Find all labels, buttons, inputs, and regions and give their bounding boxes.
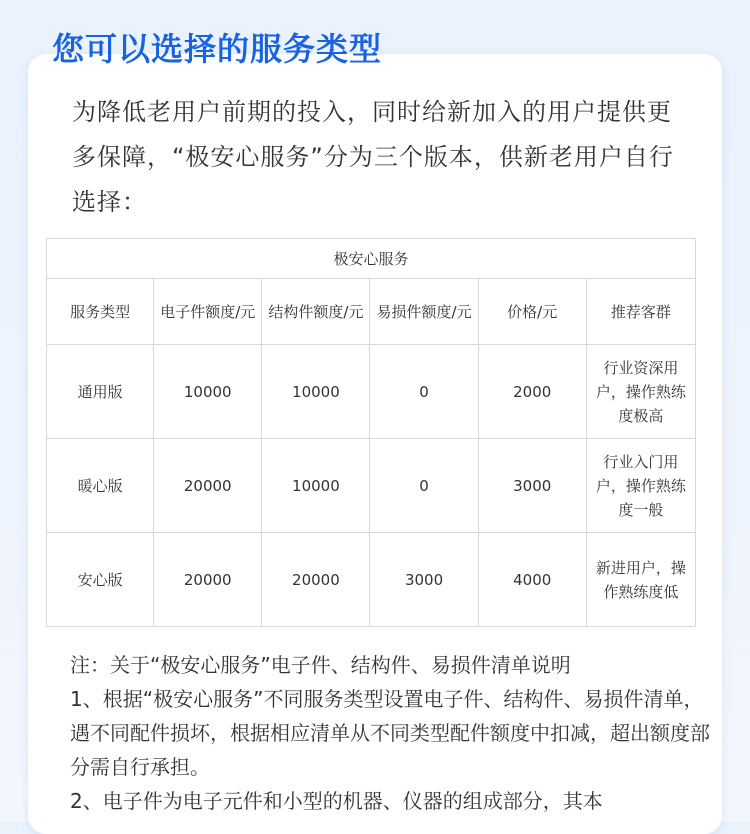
notes-section [70, 648, 710, 818]
cell-tier: 通用版 [47, 345, 154, 439]
header-audience: 推荐客群 [586, 279, 695, 345]
cell-wearable: 3000 [370, 533, 478, 627]
table-header-row [47, 279, 696, 345]
header-structural-quota: 结构件额度/元 [262, 279, 370, 345]
cell-price: 3000 [478, 439, 586, 533]
table-row [47, 439, 696, 533]
cell-structural: 10000 [262, 439, 370, 533]
audience-text: 行业入门用户，操作熟练度一般 [595, 452, 686, 519]
service-table [46, 238, 696, 627]
cell-electronic: 20000 [154, 439, 262, 533]
cell-audience [586, 345, 695, 439]
section-title: 您可以选择的服务类型 [52, 30, 383, 68]
cell-structural: 10000 [262, 345, 370, 439]
note-item-1: 1、根据“极安心服务”不同服务类型设置电子件、结构件、易损件清单，遇不同配件损坏，根据相应清单从不同类型配件额度中扣减，超出额度部分需自行承担。 [70, 687, 710, 779]
audience-text: 行业资深用户，操作熟练度极高 [595, 358, 686, 425]
cell-price: 2000 [478, 345, 586, 439]
intro-paragraph: 为降低老用户前期的投入，同时给新加入的用户提供更多保障，“极安心服务”分为三个版本，供新老用户自行选择： [72, 98, 674, 216]
table-row [47, 345, 696, 439]
cell-structural: 20000 [262, 533, 370, 627]
header-electronic-quota: 电子件额度/元 [154, 279, 262, 345]
audience-text: 新进用户，操作熟练度低 [595, 558, 686, 601]
header-price: 价格/元 [478, 279, 586, 345]
cell-wearable: 0 [370, 345, 478, 439]
cell-electronic: 20000 [154, 533, 262, 627]
cell-tier: 安心版 [47, 533, 154, 627]
cell-audience [586, 439, 695, 533]
header-service-type: 服务类型 [47, 279, 154, 345]
note-item-2: 2、电子件为电子元件和小型的机器、仪器的组成部分，其本 [70, 789, 603, 813]
cell-wearable: 0 [370, 439, 478, 533]
table-caption-row [47, 239, 696, 279]
note-heading: 注：关于“极安心服务”电子件、结构件、易损件清单说明 [70, 653, 571, 677]
table-row [47, 533, 696, 627]
cell-price: 4000 [478, 533, 586, 627]
header-wearable-quota: 易损件额度/元 [370, 279, 478, 345]
cell-audience [586, 533, 695, 627]
cell-electronic: 10000 [154, 345, 262, 439]
cell-tier: 暖心版 [47, 439, 154, 533]
table-caption: 极安心服务 [47, 239, 696, 279]
